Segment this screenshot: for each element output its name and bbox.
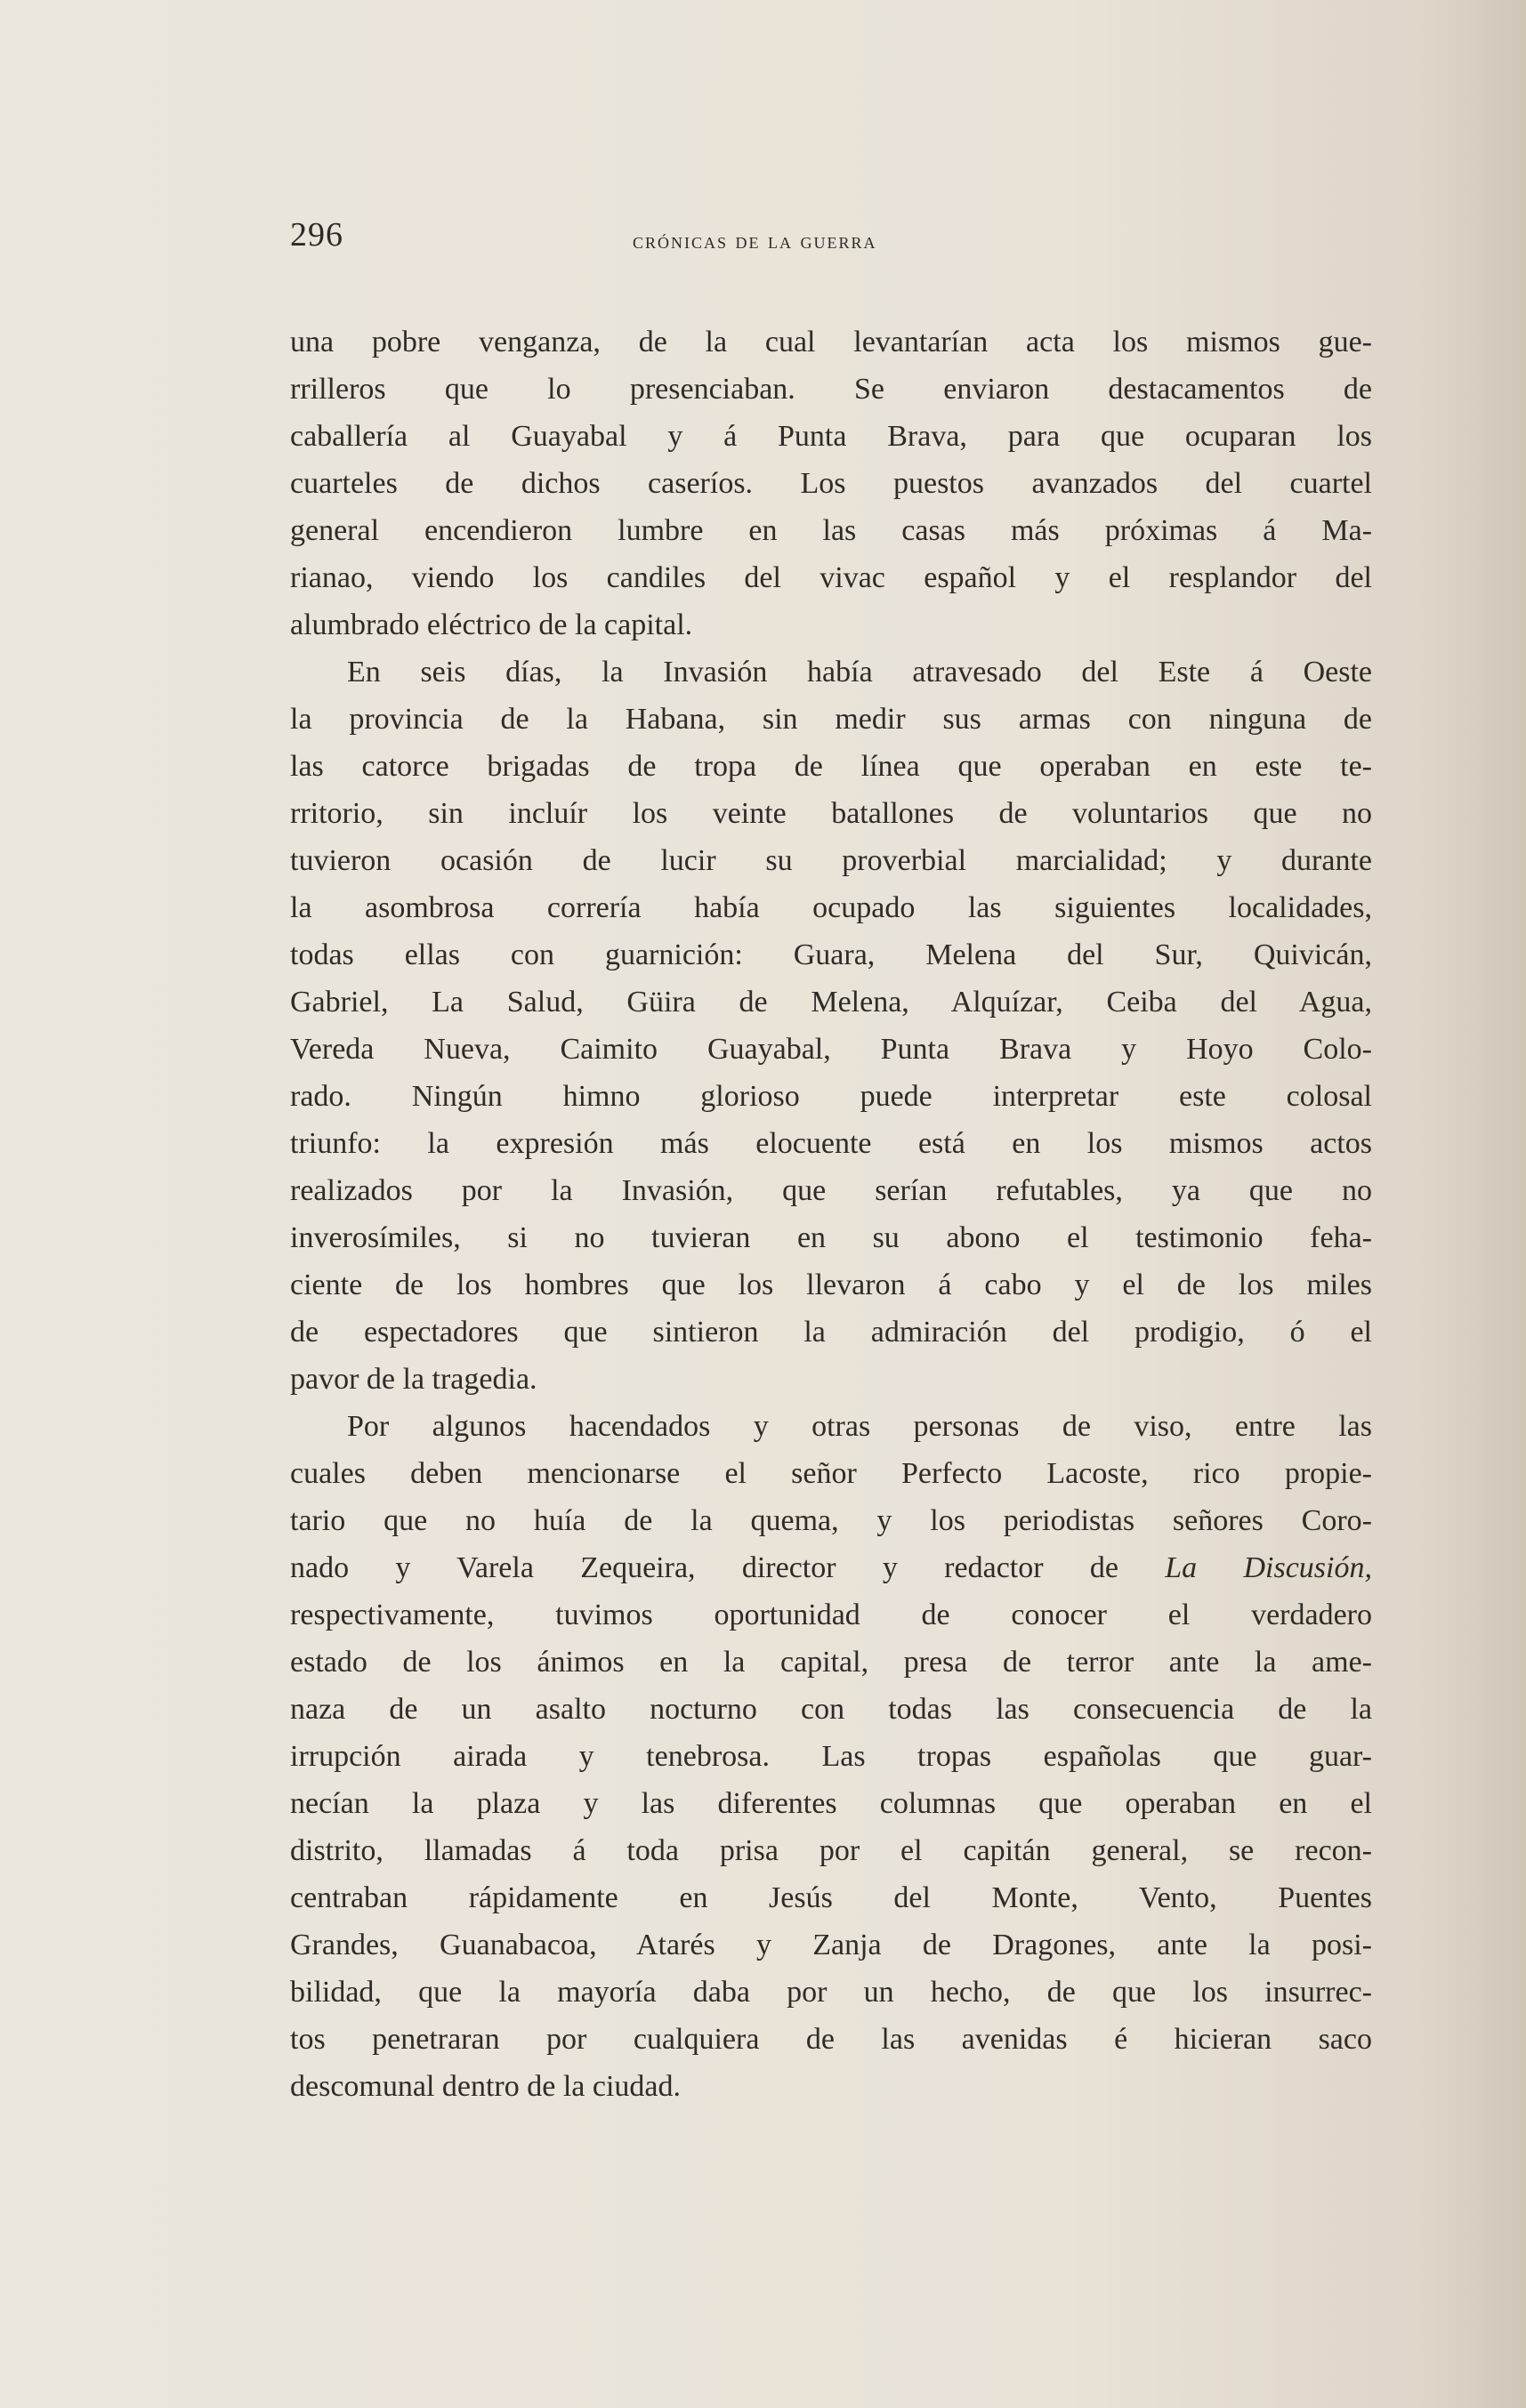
- text-line: inverosímiles, si no tuvieran en su abono el testimonio feha-: [290, 1221, 1372, 1254]
- text-line: general encendieron lumbre en las casas más próximas á Ma-: [290, 514, 1372, 547]
- text-line: realizados por la Invasión, que serían refutables, ya que no: [290, 1174, 1372, 1207]
- text-line: rrilleros que lo presenciaban. Se enviaron destacamentos de: [290, 373, 1372, 406]
- text-line: Por algunos hacendados y otras personas de viso, entre las: [347, 1410, 1372, 1443]
- text-line: En seis días, la Invasión había atravesado del Este á Oeste: [347, 656, 1372, 689]
- text-line: rado. Ningún himno glorioso puede interpretar este colosal: [290, 1080, 1372, 1113]
- text-line: la provincia de la Habana, sin medir sus armas con ninguna de: [290, 703, 1372, 736]
- page-number: 296: [290, 216, 343, 254]
- text-line: irrupción airada y tenebrosa. Las tropas españolas que guar-: [290, 1740, 1372, 1773]
- text-line: todas ellas con guarnición: Guara, Melena del Sur, Quivicán,: [290, 938, 1372, 971]
- text-line: cuarteles de dichos caseríos. Los puestos avanzados del cuartel: [290, 467, 1372, 500]
- text-line: necían la plaza y las diferentes columnas que operaban en el: [290, 1787, 1372, 1820]
- paragraph-2: [290, 648, 1372, 1403]
- body-text: [290, 318, 1372, 2110]
- text-line: alumbrado eléctrico de la capital.: [290, 608, 693, 641]
- text-line: las catorce brigadas de tropa de línea que operaban en este te-: [290, 750, 1372, 783]
- text-line: estado de los ánimos en la capital, presa de terror ante la ame-: [290, 1646, 1372, 1679]
- text-line: Grandes, Guanabacoa, Atarés y Zanja de Dragones, ante la posi-: [290, 1929, 1372, 1961]
- text-line: ciente de los hombres que los llevaron á cabo y el de los miles: [290, 1268, 1372, 1301]
- paragraph-3: [290, 1403, 1372, 2110]
- paragraph-1: [290, 318, 1372, 648]
- text-line: descomunal dentro de la ciudad.: [290, 2070, 682, 2103]
- text-line: triunfo: la expresión más elocuente está en los mismos actos: [290, 1127, 1372, 1160]
- text-line: la asombrosa correría había ocupado las siguientes localidades,: [290, 891, 1372, 924]
- running-title: crónicas de la guerra: [633, 228, 877, 254]
- text-fragment: nado y Varela Zequeira, director y redactor de: [290, 1551, 1166, 1584]
- text-line: distrito, llamadas á toda prisa por el capitán general, se recon-: [290, 1834, 1372, 1867]
- text-line-with-italic: [290, 1544, 1372, 1591]
- text-line: naza de un asalto nocturno con todas las consecuencia de la: [290, 1693, 1372, 1726]
- page-header: [290, 215, 1372, 260]
- text-line: centraban rápidamente en Jesús del Monte, Vento, Puentes: [290, 1881, 1372, 1914]
- text-line: de espectadores que sintieron la admiración del prodigio, ó el: [290, 1316, 1372, 1349]
- text-line: pavor de la tragedia.: [290, 1363, 537, 1396]
- text-line: caballería al Guayabal y á Punta Brava, para que ocuparan los: [290, 420, 1372, 453]
- text-line: tario que no huía de la quema, y los periodistas señores Coro-: [290, 1504, 1372, 1537]
- text-line: rianao, viendo los candiles del vivac español y el resplandor del: [290, 561, 1372, 594]
- newspaper-title: La Discusión,: [1165, 1551, 1372, 1584]
- text-line: tos penetraran por cualquiera de las avenidas é hicieran saco: [290, 2023, 1372, 2056]
- text-line: Gabriel, La Salud, Güira de Melena, Alquízar, Ceiba del Agua,: [290, 986, 1372, 1019]
- text-line: una pobre venganza, de la cual levantarían acta los mismos gue-: [290, 326, 1372, 358]
- text-line: bilidad, que la mayoría daba por un hecho, de que los insurrec-: [290, 1976, 1372, 2009]
- text-line: respectivamente, tuvimos oportunidad de conocer el verdadero: [290, 1599, 1372, 1631]
- text-line: Vereda Nueva, Caimito Guayabal, Punta Brava y Hoyo Colo-: [290, 1033, 1372, 1066]
- text-line: tuvieron ocasión de lucir su proverbial marcialidad; y durante: [290, 844, 1372, 877]
- text-line: cuales deben mencionarse el señor Perfecto Lacoste, rico propie-: [290, 1457, 1372, 1490]
- text-line: rritorio, sin incluír los veinte batallones de voluntarios que no: [290, 797, 1372, 830]
